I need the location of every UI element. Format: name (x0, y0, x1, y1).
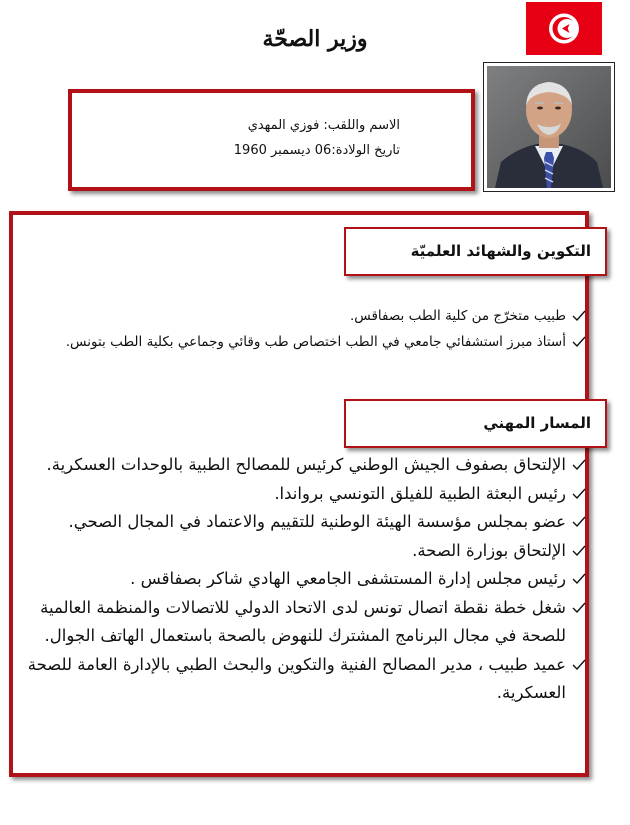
education-heading-label: التكوين والشهائد العلميّة (410, 242, 591, 260)
career-item-text: شغل خطة نقطة اتصال تونس لدى الاتحاد الدولي للاتصالات والمنظمة العالمية للصحة في مجال البرنامج المشترك للنهوض بالصحة باستعمال الهاتف الجوال. (40, 597, 566, 645)
portrait-photo (483, 62, 615, 192)
career-list (8, 451, 586, 708)
list-item (8, 508, 586, 537)
tunisia-flag-icon (526, 2, 602, 55)
checkmark-icon (572, 310, 586, 322)
birthdate-line: تاريخ الولادة:06 ديسمبر 1960 (233, 143, 400, 158)
education-item-text: طبيب متخرّج من كلية الطب بصفاقس. (349, 308, 566, 324)
checkmark-icon (572, 336, 586, 348)
checkmark-icon (572, 573, 586, 585)
checkmark-icon (572, 602, 586, 614)
name-line: الاسم واللقب: فوزي المهدي (247, 118, 400, 133)
list-item (8, 565, 586, 594)
career-item-text: الإلتحاق بوزارة الصحة. (412, 540, 566, 560)
education-item-text: أستاذ مبرز استشفائي جامعي في الطب اختصاص طب وقائي وجماعي بكلية الطب بتونس. (65, 334, 566, 350)
checkmark-icon (572, 545, 586, 557)
career-item-text: رئيس مجلس إدارة المستشفى الجامعي الهادي شاكر بصفاقس . (130, 569, 566, 588)
checkmark-icon (572, 659, 586, 671)
career-item-text: عضو بمجلس مؤسسة الهيئة الوطنية للتقييم والاعتماد في المجال الصحي. (68, 512, 566, 531)
list-item (8, 480, 586, 509)
career-item-text: عميد طبيب ، مدير المصالح الفنية والتكوين والبحث الطبي بالإدارة العامة للصحة العسكرية. (27, 654, 566, 702)
education-list (52, 303, 586, 355)
career-heading (344, 399, 607, 448)
list-item (8, 537, 586, 566)
checkmark-icon (572, 488, 586, 500)
page-title: وزير الصحّة (262, 26, 368, 52)
list-item (52, 303, 586, 329)
career-heading-label: المسار المهني (483, 414, 591, 432)
list-item (8, 451, 586, 480)
career-item-text: رئيس البعثة الطبية للفيلق التونسي برواندا. (274, 483, 566, 503)
list-item (8, 594, 586, 651)
list-item (8, 651, 586, 708)
career-item-text: الإلتحاق بصفوف الجيش الوطني كرئيس للمصالح الطبية بالوحدات العسكرية. (46, 455, 566, 474)
checkmark-icon (572, 516, 586, 528)
list-item (52, 329, 586, 355)
education-heading (344, 227, 607, 276)
checkmark-icon (572, 459, 586, 471)
